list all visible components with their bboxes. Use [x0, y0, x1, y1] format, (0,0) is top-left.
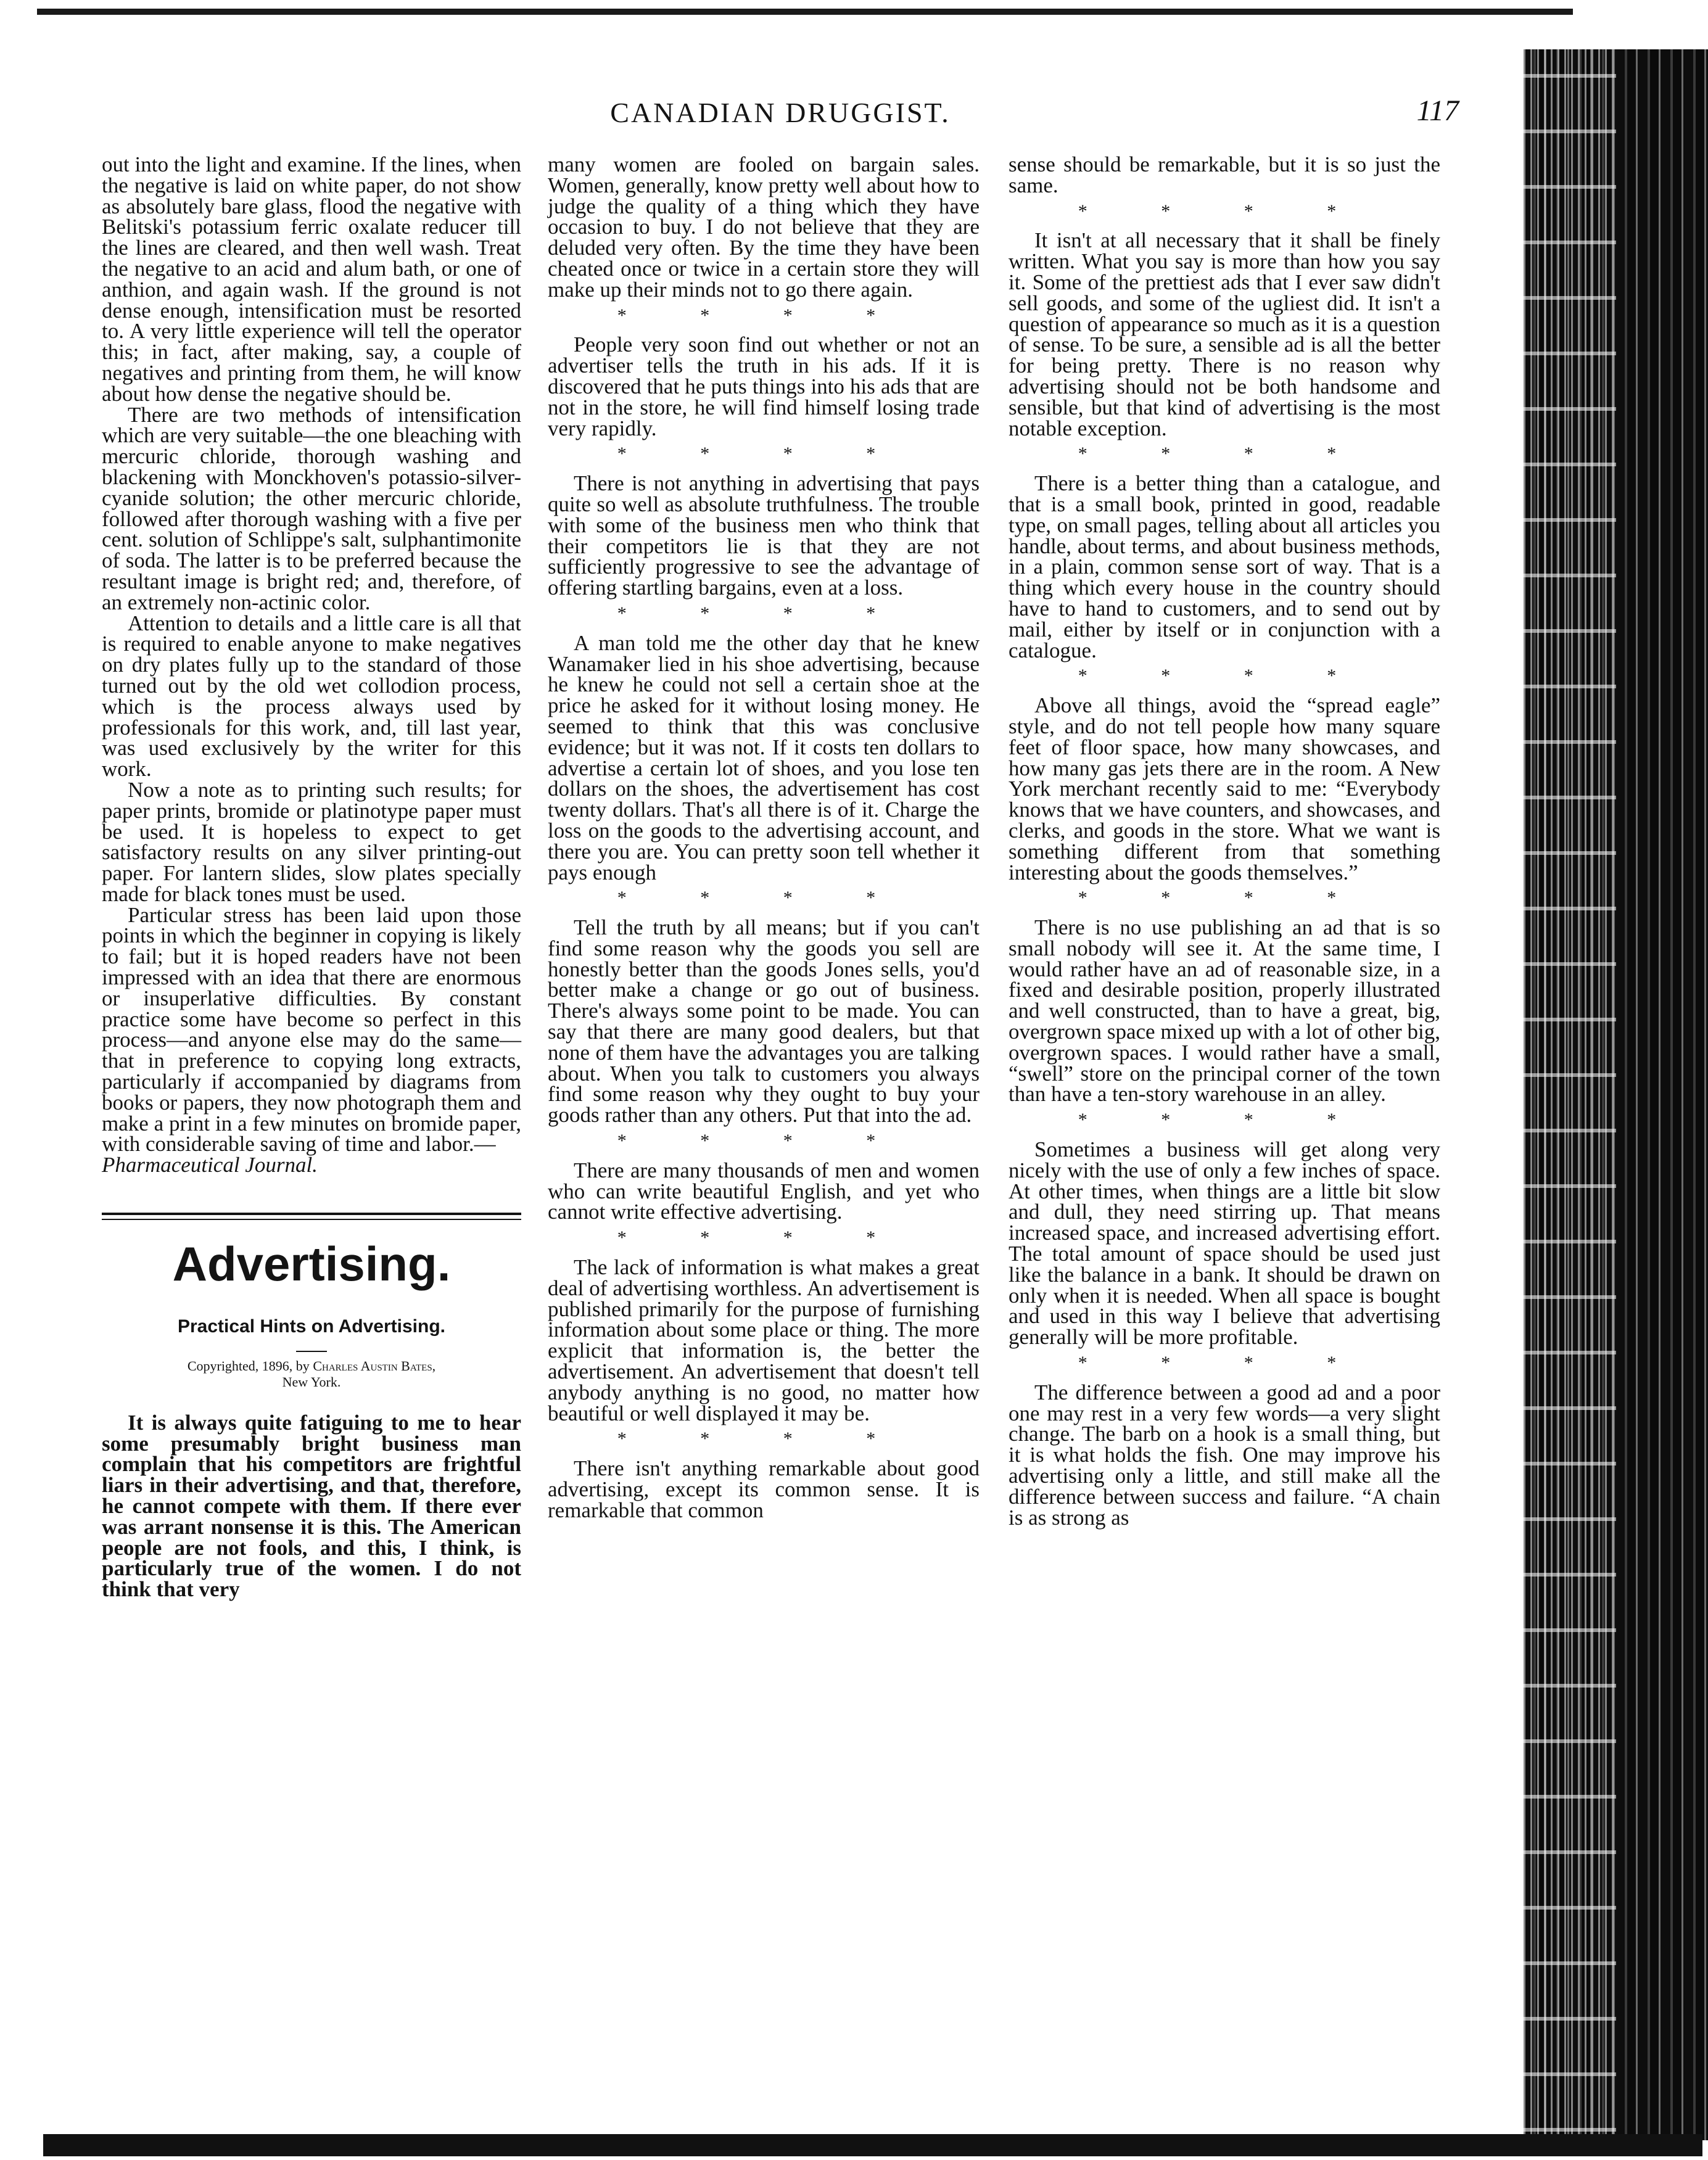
column-2: [548, 154, 980, 1521]
section-divider: [102, 1213, 521, 1220]
paragraph: A man told me the other day that he knew Wanamaker lied in his shoe advertising, because he knew he could not sell a certain shoe at the price he asked for it without losing money. He seemed to think that this was conclusive evidence; but it was not. If it costs ten dollars to advertise a certain lot of shoes, and you lose ten dollars on the shoes, the advertisement has cost twenty dollars. That's all there is of it. Charge the loss on the goods to the advertising account, and there you are. You can pretty soon tell whether it pays enough: [548, 630, 980, 884]
article-source: Pharmaceutical Journal.: [102, 1153, 318, 1177]
running-title: CANADIAN DRUGGIST.: [610, 97, 951, 128]
scan-edge-right: [1524, 49, 1708, 2140]
paragraph: People very soon find out whether or not an advertiser tells the truth in his ads. If it is discovered that he puts things into his ads that are not in the store, he will find himself losing trade very rapidly.: [548, 332, 980, 440]
paragraph: There is not anything in advertising that pays quite so well as absolute truthfulness. The trouble with some of the business men who think that their competitors lie is that they are not sufficiently progressive to see the advantage of offering startling bargains, even at a loss.: [548, 471, 980, 600]
short-divider: [296, 1351, 327, 1352]
column-1: [102, 154, 521, 1600]
intro-paragraph: It is always quite fatiguing to me to hear some presumably bright business man complain that his competitors are frightful liars in their advertising, and that, therefore, he cannot compete with them. If there ever was arrant nonsense it is this. The American people are not fools, and this, I think, is particularly true of the women. I do not think that very: [102, 1410, 521, 1602]
section-stars: * * * *: [617, 443, 910, 464]
page-number: 117: [1416, 94, 1459, 127]
paragraph: Tell the truth by all means; but if you can't find some reason why the goods you sell are honestly better than the goods Jones sells, you'd better make a change or go out of business. There's always some point to be made. You can say that there are many good dealers, but that none of them have the advantages you are talking about. When you talk to customers you always find some reason why they ought to buy your goods rather than any others. Put that into the ad.: [548, 915, 980, 1127]
section-stars: * * * *: [1078, 1110, 1371, 1131]
section-stars: * * * *: [1078, 443, 1371, 464]
paragraph: There is a better thing than a catalogue, and that is a small book, printed in good, readable type, on small pages, telling about all articles you handle, about terms, and about business methods, in a plain, common sense sort of way. That is a thing which every house in the country should have to hand to customers, and to send out by mail, either by itself or in conjunction with a catalogue.: [1009, 471, 1440, 662]
running-head: [102, 93, 1459, 136]
scan-edge-top: [37, 9, 1573, 15]
paragraph: There are many thousands of men and women who can write beautiful English, and yet who cannot write effective advertising.: [548, 1158, 980, 1224]
paragraph: sense should be remarkable, but it is so just the same.: [1009, 152, 1440, 197]
paragraph: There is no use publishing an ad that is so small nobody will see it. At the same time, I would rather have an ad of reasonable size, in a fixed and desirable position, properly illustrated and well constructed, than to have a great, big, overgrown space mixed up with a lot of other big, overgrown spaces. I would rather have a small, “swell” store on the principal corner of the town than have a ten-story warehouse in an alley.: [1009, 915, 1440, 1107]
section-stars: * * * *: [617, 1227, 910, 1248]
paragraph: It isn't at all necessary that it shall be finely written. What you say is more than how you say it. Some of the prettiest ads that I ever saw didn't sell goods, and some of the ugliest did. It isn't a question of appearance so much as it is a question of sense. To be sure, a sensible ad is all the better for being pretty. There is no reason why advertising should not be both handsome and sensible, but that kind of advertising is the most notable exception.: [1009, 228, 1440, 440]
section-stars: * * * *: [617, 1131, 910, 1152]
paragraph: There isn't anything remarkable about good advertising, except its common sense. It is remarkable that common: [548, 1456, 980, 1522]
copyright-notice: [102, 1358, 521, 1390]
copyright-author: Charles Austin Bates,: [313, 1358, 436, 1374]
section-stars: * * * *: [1078, 888, 1371, 909]
paragraph: There are two methods of intensification which are very suitable—the one bleaching with mercuric chloride, thorough washing and blackening with Monckhoven's potassio-silver-cyanide solution; the other mercuric chloride, followed after thorough washing with a five per cent. solution of Schlippe's salt, sulphantimonite of soda. The latter is to be preferred because the resultant image is bright red; and, therefore, of an extremely non-actinic color.: [102, 402, 521, 614]
paragraph: Particular stress has been laid upon those points in which the beginner in copying is likely to fail; but it is hoped readers have not been impressed with an idea that there are enormous or insuperlative difficulties. By constant practice some have become so perfect in this process—and anyone else may do the same—that in preference to copying long extracts, particularly if accompanied by diagrams from books or papers, they now photograph them and make a print in a few minutes on bromide paper, with considerable saving of time and labor.—: [102, 902, 521, 1156]
paragraph: The lack of information is what makes a great deal of advertising worthless. An advertisement is published primarily for the purpose of furnishing information about some place or thing. The more explicit that information is, the better the advertisement. An advertisement that doesn't tell anybody anything is no good, no matter how beautiful or well displayed it may be.: [548, 1255, 980, 1425]
section-stars: * * * *: [1078, 200, 1371, 221]
paragraph: Now a note as to printing such results; for paper prints, bromide or platinotype paper must be used. It is hopeless to expect to get satisfactory results on any silver printing-out paper. For lantern slides, slow plates specially made for black tones must be used.: [102, 777, 521, 906]
section-stars: * * * *: [1078, 1353, 1371, 1374]
section-stars: * * * *: [617, 888, 910, 909]
copyright-place: New York.: [282, 1374, 341, 1390]
article-subtitle: Practical Hints on Advertising.: [178, 1316, 445, 1337]
section-stars: * * * *: [617, 1428, 910, 1449]
copyright-text: Copyrighted, 1896, by: [187, 1358, 310, 1374]
section-stars: * * * *: [1078, 666, 1371, 686]
section-stars: * * * *: [617, 603, 910, 624]
paragraph: Attention to details and a little care is all that is required to enable anyone to make negatives on dry plates fully up to the standard of those turned out by the old wet collodion process, which is the process always used by professionals for this work, and, till last year, was used exclusively by the writer for this work.: [102, 611, 521, 781]
paragraph: out into the light and examine. If the lines, when the negative is laid on white paper, do not show as absolutely bare glass, flood the negative with Belitski's potassium ferric oxalate reducer till the lines are cleared, and then well wash. Treat the negative to an acid and alum bath, or one of anthion, and again wash. If the ground is not dense enough, intensification must be resorted to. A very little experience will tell the operator this; in fact, after making, say, a couple of negatives and printing from them, he will know about how dense the negative should be.: [102, 152, 521, 406]
section-stars: * * * *: [617, 305, 910, 326]
paragraph: many women are fooled on bargain sales. Women, generally, know pretty well about how to judge the quality of a thing which they have occasion to buy. I do not believe that they are deluded very often. By the time they have been cheated once or twice in a certain store they will make up their minds not to go there again.: [548, 152, 980, 302]
paragraph: Above all things, avoid the “spread eagle” style, and do not tell people how many square feet of floor space, how many showcases, and how many gas jets there are in the room. A New York merchant recently said to me: “Everybody knows that we have counters, and showcases, and clerks, and goods in the store. What we want is something different from that something interesting about the goods themselves.”: [1009, 693, 1440, 884]
paragraph: Sometimes a business will get along very nicely with the use of only a few inches of space. At other times, when things are a little bit slow and dull, they need stirring up. That means increased space, and increased advertising effort. The total amount of space should be used just like the balance in a bank. It should be drawn on only when it is needed. When all space is bought and used in this way I believe that advertising generally will be more profitable.: [1009, 1137, 1440, 1350]
scan-edge-bottom: [43, 2134, 1702, 2156]
section-title: Advertising.: [172, 1237, 451, 1292]
column-3: [1009, 154, 1440, 1528]
paragraph: The difference between a good ad and a poor one may rest in a very few words—a very slight change. The barb on a hook is a small thing, but it is what holds the fish. One may improve his advertising only a little, and still make all the difference between success and failure. “A chain is as strong as: [1009, 1380, 1440, 1530]
